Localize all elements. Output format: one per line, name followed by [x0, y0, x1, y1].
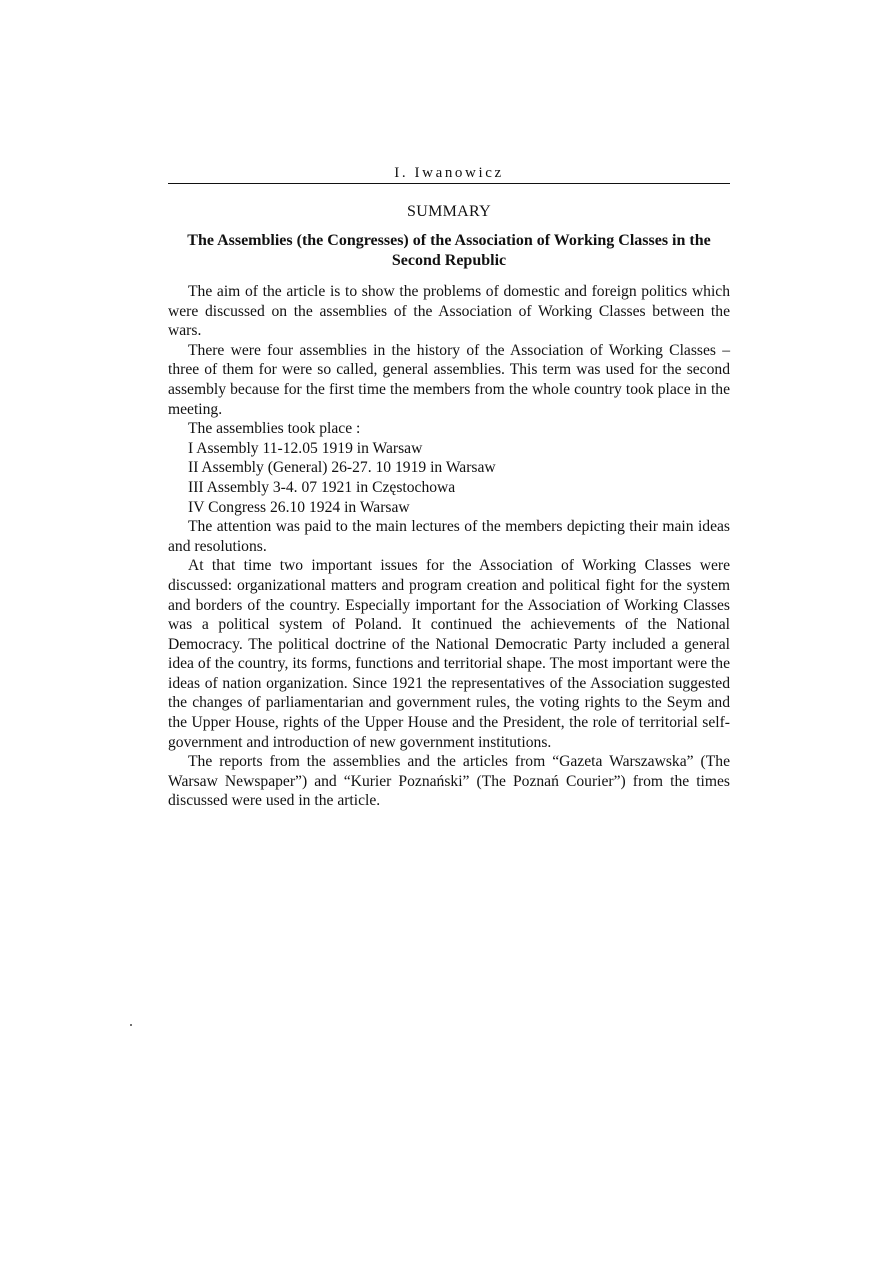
paragraph-attention: The attention was paid to the main lectures of the members depicting their main ideas and resolutions.: [168, 518, 730, 555]
summary-heading: SUMMARY: [407, 203, 491, 220]
paragraph-aim: The aim of the article is to show the problems of domestic and foreign politics which were discussed on the assemblies of the Association of Working Classes between the wars.: [168, 283, 730, 340]
document-page: [168, 164, 730, 811]
running-head: I. Iwanowicz: [168, 164, 730, 184]
list-item: II Assembly (General) 26-27. 10 1919 in Warsaw: [188, 459, 496, 477]
paragraph-sources: The reports from the assemblies and the articles from “Gazeta Warszawska” (The Warsaw Newspaper”) and “Kurier Poznański” (The Poznań Courier”) from the times discussed were used in the article.: [168, 753, 730, 810]
paragraph-four-assemblies: There were four assemblies in the history of the Association of Working Classes – three of them for were so called, general assemblies. This term was used for the second assembly because for the first time the members from the whole country took place in the meeting.: [168, 341, 730, 418]
paragraph-assemblies-took-place: The assemblies took place :: [188, 420, 361, 438]
paragraph-issues: At that time two important issues for the Association of Working Classes were discussed: organizational matters and program creation and political fight for the system and borders of the country. Especially important for the Association of Working Classes was a political system of Poland. It continued the achievements of the National Democracy. The political doctrine of the National Democratic Party included a general idea of the country, its forms, functions and territorial shape. The most important were the ideas of nation organization. Since 1921 the representatives of the Association suggested the changes of parliamentarian and government rules, the voting rights to the Seym and the Upper House, rights of the Upper House and the President, the role of territorial self-government and introduction of new government institutions.: [168, 557, 730, 751]
scan-speck: [130, 1024, 132, 1026]
summary-body: [168, 282, 730, 811]
list-item: III Assembly 3-4. 07 1921 in Częstochowa: [188, 478, 456, 496]
list-item: I Assembly 11-12.05 1919 in Warsaw: [188, 439, 423, 457]
article-title: The Assemblies (the Congresses) of the Association of Working Classes in the Second Republic: [187, 232, 711, 269]
assembly-list: [168, 439, 730, 517]
list-item: IV Congress 26.10 1924 in Warsaw: [188, 498, 410, 516]
